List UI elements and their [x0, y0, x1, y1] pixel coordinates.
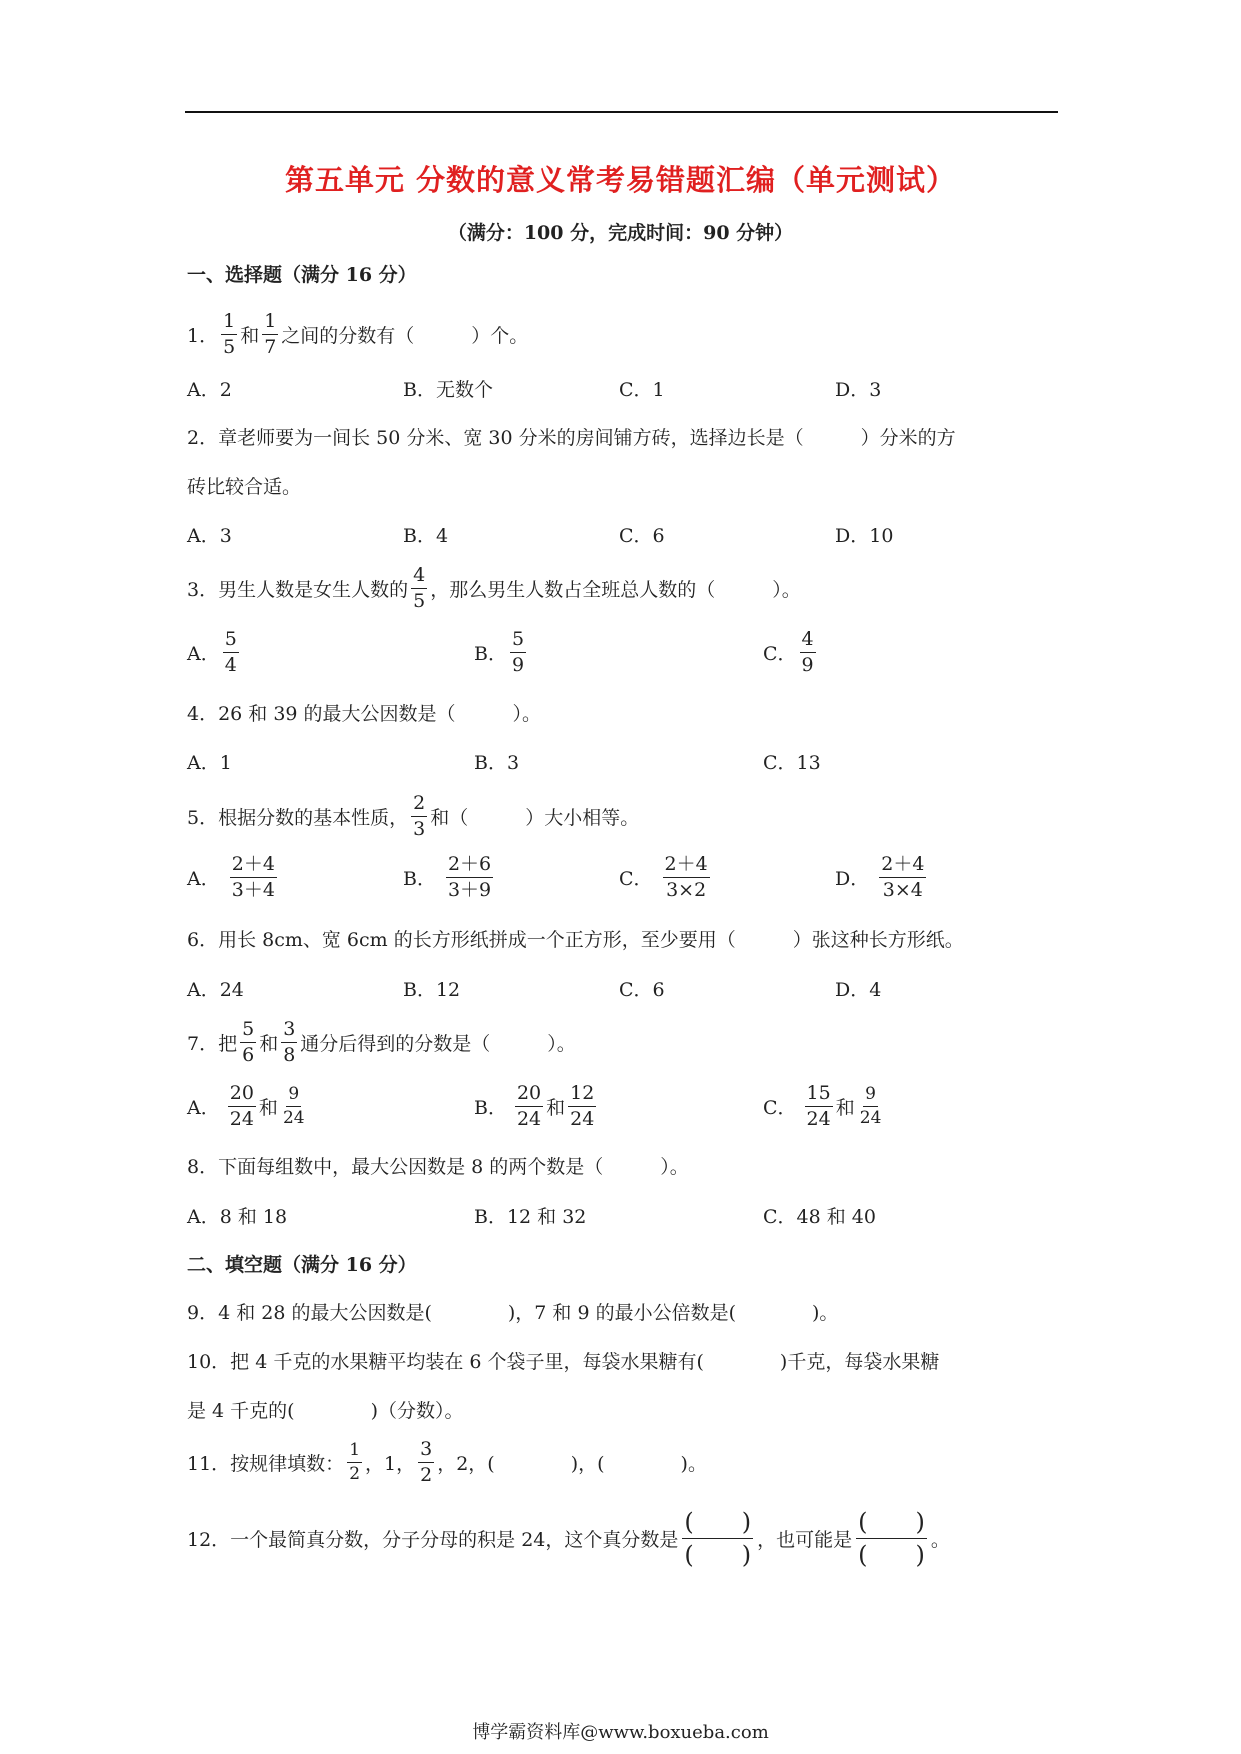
option-b: B．12 — [403, 979, 461, 1001]
option-b: B． $\frac{2+6}{3+9}$ — [403, 853, 492, 901]
fraction: $\frac{2}{3}$ — [413, 792, 426, 840]
section-heading-fill: 二、填空题（满分 16 分） — [187, 1254, 417, 1276]
option-b: B．12 和 32 — [474, 1206, 587, 1228]
fraction: $\frac{4}{9}$ — [801, 628, 814, 676]
option-b: B． $\frac{20}{24}$ 和 $\frac{12}{24}$ — [474, 1082, 595, 1130]
question-5: 5．根据分数的基本性质， $\frac{2}{3}$ 和（ ）大小相等。 — [187, 792, 640, 840]
fraction: $\frac{1}{7}$ — [264, 310, 277, 358]
option-b: B．4 — [403, 525, 449, 547]
option-a: A．8 和 18 — [187, 1206, 288, 1228]
fraction: $\frac{3}{8}$ — [283, 1018, 296, 1066]
option-b: B． $\frac{5}{9}$ — [474, 628, 525, 676]
question-11: 11．按规律填数： $\frac{1}{2}$ ，1， $\frac{3}{2}$ ，2，( )，( )。 — [187, 1438, 707, 1486]
option-b: B．3 — [474, 752, 520, 774]
option-a: A．3 — [187, 525, 232, 547]
question-2-line2: 砖比较合适。 — [187, 476, 302, 498]
fraction: $\frac{12}{24}$ — [570, 1082, 595, 1130]
fraction: $\frac{9}{24}$ — [859, 1084, 882, 1128]
question-number: 1． — [187, 325, 219, 347]
fraction: $\frac{20}{24}$ — [516, 1082, 542, 1130]
option-a: A．24 — [187, 979, 244, 1001]
option-a: A． $\frac{5}{4}$ — [187, 628, 237, 676]
fraction: $\frac{20}{24}$ — [229, 1082, 254, 1130]
question-9: 9．4 和 28 的最大公因数是( )，7 和 9 的最小公倍数是( )。 — [187, 1302, 839, 1324]
option-d: D．4 — [835, 979, 882, 1001]
fraction: $\frac{1}{5}$ — [223, 310, 236, 358]
option-d: D． $\frac{2+4}{3\times 4}$ — [835, 853, 925, 901]
option-b: B．无数个 — [403, 379, 493, 401]
option-a: A． $\frac{20}{24}$ 和 $\frac{9}{24}$ — [187, 1082, 305, 1130]
fraction: $\frac{4}{5}$ — [413, 564, 426, 612]
question-4: 4．26 和 39 的最大公因数是（ ）。 — [187, 703, 542, 725]
fraction: $\frac{5}{9}$ — [511, 628, 525, 676]
footer-watermark: 博学霸资料库@www.boxueba.com — [472, 1722, 769, 1743]
fraction: $\frac{1}{2}$ — [349, 1440, 361, 1484]
option-a: A．1 — [187, 752, 232, 774]
fraction: $\frac{2+6}{3+9}$ — [447, 853, 492, 901]
page-subtitle: （满分：100 分，完成时间：90 分钟） — [447, 222, 794, 244]
option-c: C．6 — [619, 979, 665, 1001]
section-heading-choice: 一、选择题（满分 16 分） — [187, 264, 417, 286]
fraction: $\frac{9}{24}$ — [282, 1084, 305, 1128]
fraction: $\frac{5}{6}$ — [242, 1018, 255, 1066]
fraction: $\frac{2+4}{3\times 2}$ — [664, 853, 708, 901]
fraction: $\frac{5}{4}$ — [224, 628, 237, 676]
header-rule — [185, 111, 1058, 113]
option-a: A． $\frac{2+4}{3+4}$ — [187, 853, 275, 901]
option-c: C．1 — [619, 379, 665, 401]
option-a: A．2 — [187, 379, 232, 401]
question-8: 8．下面每组数中，最大公因数是 8 的两个数是（ ）。 — [187, 1156, 689, 1178]
page-title: 第五单元 分数的意义常考易错题汇编（单元测试） — [284, 163, 957, 197]
answer-fraction-blank[interactable]: $\frac{( )}{( )}$ — [684, 1508, 752, 1569]
question-10-line1: 10．把 4 千克的水果糖平均装在 6 个袋子里，每袋水果糖有( )千克，每袋水果糖 — [187, 1351, 940, 1373]
option-c: C． $\frac{2+4}{3\times 2}$ — [619, 853, 708, 901]
question-6: 6．用长 8cm、宽 6cm 的长方形纸拼成一个正方形，至少要用（ ）张这种长方形纸。 — [187, 929, 964, 951]
question-3: 3．男生人数是女生人数的 $\frac{4}{5}$ ，那么男生人数占全班总人数的（ ）。 — [187, 564, 801, 612]
option-c: C． $\frac{4}{9}$ — [763, 628, 814, 676]
question-2-line1: 2．章老师要为一间长 50 分米、宽 30 分米的房间铺方砖，选择边长是（ ）分米的方 — [187, 427, 956, 449]
option-c: C．13 — [763, 752, 821, 774]
fraction: $\frac{2+4}{3\times 4}$ — [881, 853, 925, 901]
question-7: 7．把 $\frac{5}{6}$ 和 $\frac{3}{8}$ 通分后得到的分数是（ ）。 — [187, 1018, 576, 1066]
answer-fraction-blank[interactable]: $\frac{( )}{( )}$ — [858, 1508, 925, 1569]
option-d: D．3 — [835, 379, 882, 401]
question-10-line2: 是 4 千克的( )（分数）。 — [187, 1400, 464, 1422]
option-c: C．48 和 40 — [763, 1206, 876, 1228]
fraction: $\frac{3}{2}$ — [420, 1438, 433, 1486]
fraction: $\frac{15}{24}$ — [806, 1082, 831, 1130]
option-c: C．6 — [619, 525, 665, 547]
option-d: D．10 — [835, 525, 894, 547]
option-c: C． $\frac{15}{24}$ 和 $\frac{9}{24}$ — [763, 1082, 882, 1130]
fraction: $\frac{2+4}{3+4}$ — [231, 853, 275, 901]
question-1: 1． $\frac{1}{5}$ 和 $\frac{1}{7}$ 之间的分数有（ ）个。 — [187, 310, 529, 358]
question-12: 12．一个最简真分数，分子分母的积是 24，这个真分数是 $\frac{( )}{( )}$ ，也可能是 $\frac{( )}{( )}$ 。 — [187, 1508, 950, 1569]
